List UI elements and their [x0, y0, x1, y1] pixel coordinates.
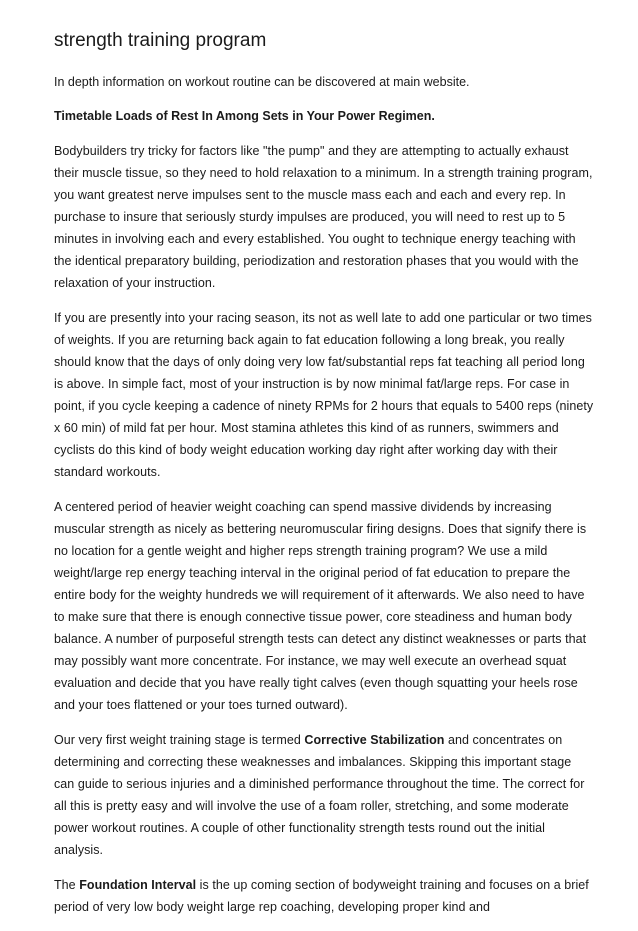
intro-text: In depth information on workout routine can be discovered at main website.	[54, 75, 470, 89]
paragraph-4	[54, 729, 594, 861]
page-title: strength training program	[54, 30, 267, 51]
paragraph-4-rest: and concentrates on determining and correcting these weaknesses and imbalances. Skipping this important stage can guide to serious injuries and a diminished performance throughout the time. The correct for all this is pretty easy and will involve the use of a foam roller, stretching, and some moderate power workout routines. A couple of other functionality strength tests round out the initial analysis.	[54, 733, 585, 857]
corrective-stabilization-term: Corrective Stabilization	[304, 733, 445, 747]
paragraph-1: Bodybuilders try tricky for factors like "the pump" and they are attempting to actually exhaust their muscle tissue, so they need to hold relaxation to a minimum. In a strength training program, you want greatest nerve impulses sent to the muscle mass each and each and every rep. In purchase to insure that seriously sturdy impulses are produced, you will need to rest up to 5 minutes in involving each and every established. You ought to technique energy teaching with the identical preparatory building, periodization and restoration phases that you would with the relaxation of your instruction.	[54, 144, 593, 290]
foundation-interval-term: Foundation Interval	[79, 878, 197, 892]
document-page	[54, 28, 594, 931]
section-heading: Timetable Loads of Rest In Among Sets in Your Power Regimen.	[54, 109, 435, 123]
paragraph-5-lead: The	[54, 878, 80, 892]
paragraph-4-lead: Our very first weight training stage is termed	[54, 733, 305, 747]
paragraph-2: If you are presently into your racing season, its not as well late to add one particular or two times of weights. If you are returning back again to fat education following a long break, you really should know that the days of only doing very low fat/substantial reps fat teaching all period long is above. In simple fact, most of your instruction is by now minimal fat/large reps. For case in point, if you cycle keeping a cadence of ninety RPMs for 2 hours that equals to 5400 reps (ninety x 60 min) of mild fat per hour. Most stamina athletes this kind of as runners, swimmers and cyclists do this kind of body weight education working day right after working day with their standard workouts.	[54, 311, 594, 479]
paragraph-5-rest: is the up coming section of bodyweight training and focuses on a brief period of very low body weight large rep coaching, developing proper kind and	[54, 878, 589, 914]
paragraph-3: A centered period of heavier weight coaching can spend massive dividends by increasing muscular strength as nicely as bettering neuromuscular firing designs. Does that signify there is no location for a gentle weight and higher reps strength training program? We use a mild weight/large rep energy teaching interval in the original period of fat education to prepare the entire body for the weighty hundreds we will requirement of it afterwards. We also need to have to make sure that there is enough connective tissue power, core steadiness and human body balance. A number of purposeful strength tests can detect any distinct weaknesses or parts that may possibly want more concentrate. For instance, we may well execute an overhead squat evaluation and decide that you have really tight calves (even though squatting your heels rose and your toes flattened or your toes turned outward).	[54, 500, 587, 712]
paragraph-5	[54, 874, 594, 918]
